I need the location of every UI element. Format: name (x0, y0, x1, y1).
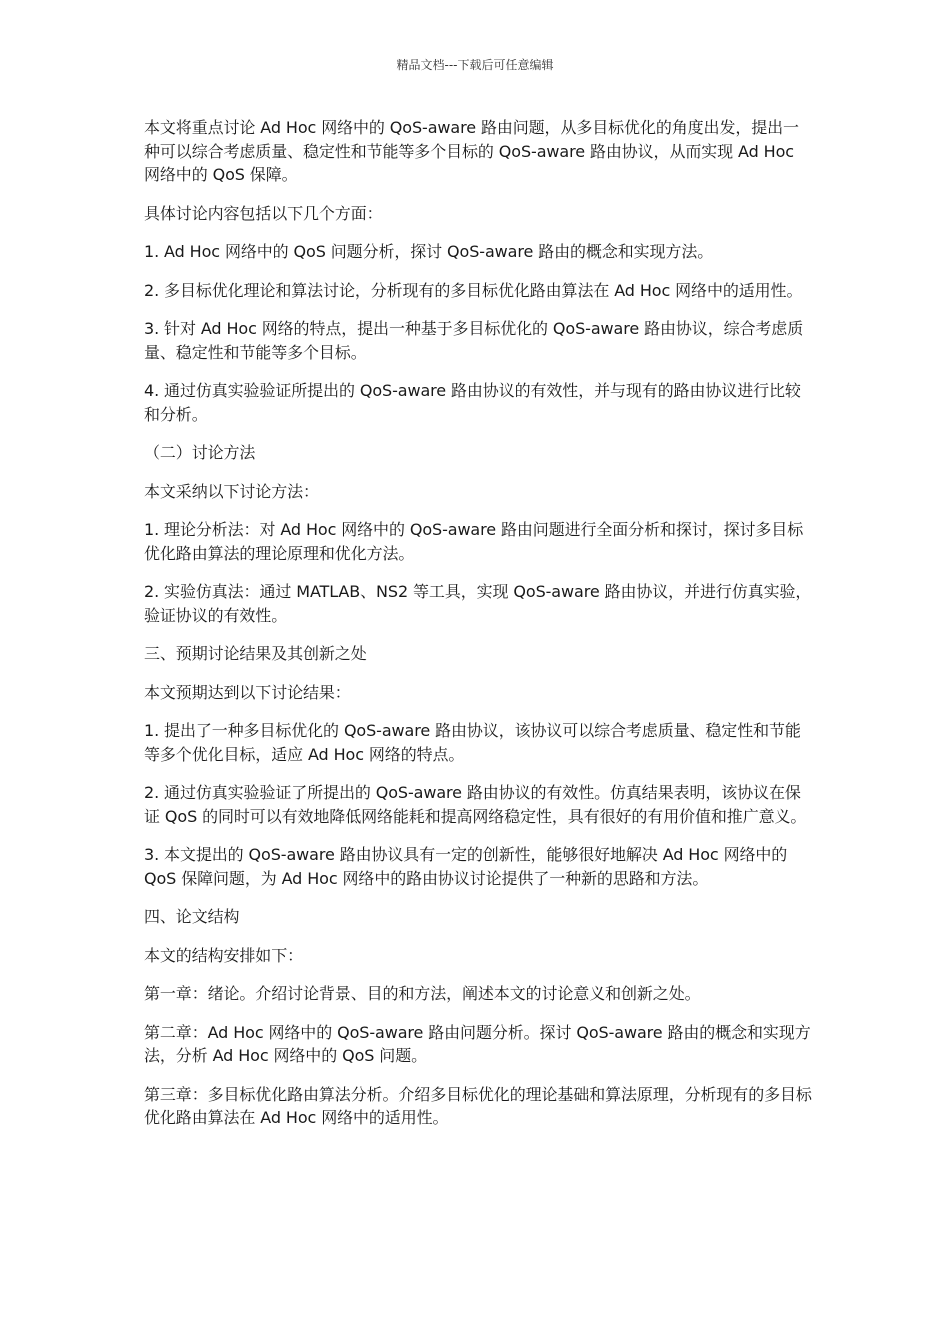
results-lead-in: 本文预期达到以下讨论结果： (144, 682, 351, 702)
content-lead-in: 具体讨论内容包括以下几个方面： (144, 203, 383, 223)
chapter-1-summary: 第一章：绪论。介绍讨论背景、目的和方法，阐述本文的讨论意义和创新之处。 (144, 984, 701, 1003)
methods-lead-in: 本文采纳以下讨论方法： (144, 481, 319, 501)
section-heading-structure: 四、论文结构 (144, 907, 240, 926)
content-item-2: 2. 多目标优化理论和算法讨论，分析现有的多目标优化路由算法在 Ad Hoc 网络中的适用性。 (144, 280, 803, 300)
page-header: 精品文档---下载后可任意编辑 (396, 58, 554, 72)
chapter-3-summary: 第三章：多目标优化路由算法分析。介绍多目标优化的理论基础和算法原理，分析现有的多目标优化路由算法在 Ad Hoc 网络中的适用性。 (144, 1084, 812, 1127)
content-item-1: 1. Ad Hoc 网络中的 QoS 问题分析，探讨 QoS-aware 路由的概念和实现方法。 (144, 242, 714, 261)
chapter-2-summary: 第二章：Ad Hoc 网络中的 QoS-aware 路由问题分析。探讨 QoS-aware 路由的概念和实现方法，分析 Ad Hoc 网络中的 QoS 问题。 (144, 1022, 811, 1065)
section-heading-results: 三、预期讨论结果及其创新之处 (144, 644, 367, 663)
section-heading-methods: （二）讨论方法 (144, 443, 256, 462)
result-item-3: 3. 本文提出的 QoS-aware 路由协议具有一定的创新性，能够很好地解决 Ad Hoc 网络中的 QoS 保障问题，为 Ad Hoc 网络中的路由协议讨论提供了一种新的思路和方法。 (144, 845, 788, 888)
content-item-4: 4. 通过仿真实验验证所提出的 QoS-aware 路由协议的有效性，并与现有的路由协议进行比较和分析。 (144, 381, 801, 424)
structure-lead-in: 本文的结构安排如下： (144, 945, 304, 965)
intro-paragraph: 本文将重点讨论 Ad Hoc 网络中的 QoS-aware 路由问题，从多目标优化的角度出发，提出一种可以综合考虑质量、稳定性和节能等多个目标的 QoS-aware 路由协议，从而实现 Ad Hoc 网络中的 QoS 保障。 (144, 118, 799, 184)
content-item-3: 3. 针对 Ad Hoc 网络的特点，提出一种基于多目标优化的 QoS-aware 路由协议，综合考虑质量、稳定性和节能等多个目标。 (144, 319, 804, 362)
result-item-2: 2. 通过仿真实验验证了所提出的 QoS-aware 路由协议的有效性。仿真结果表明，该协议在保证 QoS 的同时可以有效地降低网络能耗和提高网络稳定性，具有很好的有用价值和推广意义。 (144, 783, 807, 826)
method-item-1: 1. 理论分析法：对 Ad Hoc 网络中的 QoS-aware 路由问题进行全面分析和探讨，探讨多目标优化路由算法的理论原理和优化方法。 (144, 520, 804, 563)
document-body (144, 116, 812, 1145)
result-item-1: 1. 提出了一种多目标优化的 QoS-aware 路由协议，该协议可以综合考虑质量、稳定性和节能等多个优化目标，适应 Ad Hoc 网络的特点。 (144, 721, 801, 764)
method-item-2: 2. 实验仿真法：通过 MATLAB、NS2 等工具，实现 QoS-aware 路由协议，并进行仿真实验，验证协议的有效性。 (144, 582, 812, 625)
